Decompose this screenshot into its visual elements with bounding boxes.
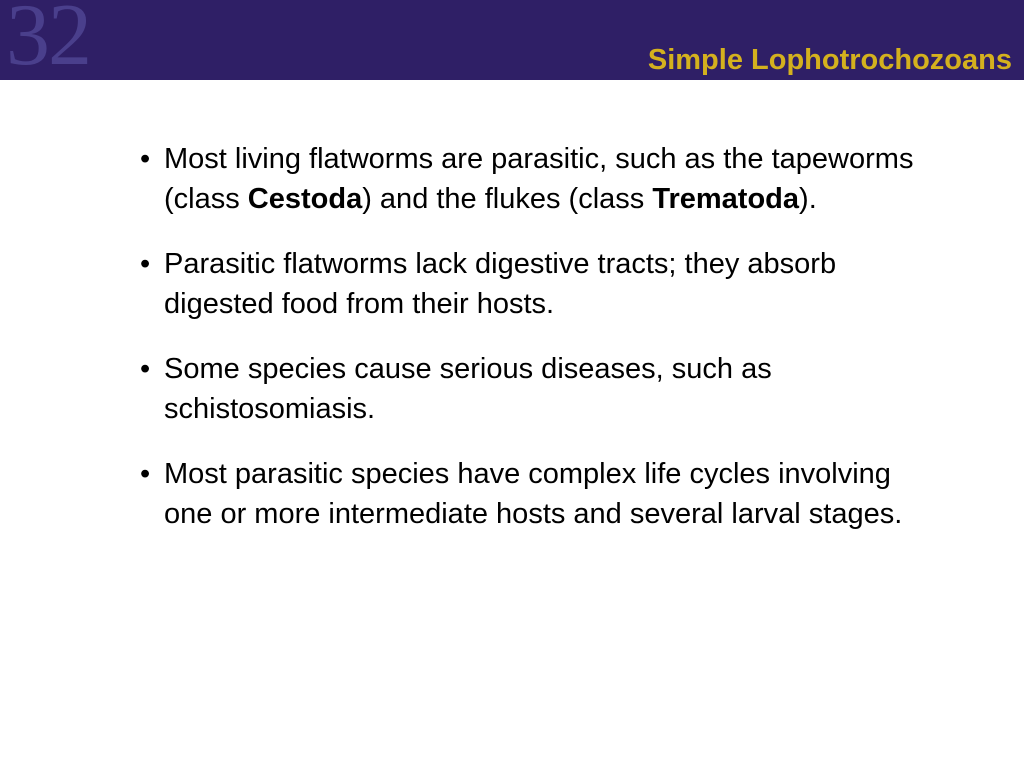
slide-title: Simple Lophotrochozoans: [647, 44, 1012, 76]
bullet-text-1a: Most living flatworms are parasitic, such as the tapeworms (class: [164, 143, 914, 215]
bullet-icon: •: [140, 458, 151, 490]
term-cestoda: Cestoda: [247, 183, 363, 215]
bullet-icon: •: [140, 353, 151, 385]
bullet-text-1c: ).: [799, 183, 817, 215]
bullet-text-2: Parasitic flatworms lack digestive tracts; they absorb digested food from their hosts.: [164, 248, 837, 320]
header-bar: [0, 0, 1024, 84]
term-trematoda: Trematoda: [652, 183, 800, 215]
bullet-item-4: [140, 454, 920, 534]
bullet-item-3: [140, 349, 920, 429]
bullet-item-2: [140, 244, 920, 324]
bullet-item-1: [140, 139, 920, 219]
bullet-icon: •: [140, 143, 151, 175]
bullet-icon: •: [140, 248, 151, 280]
bullet-list: [140, 139, 920, 559]
bullet-text-1b: ) and the flukes (class: [362, 183, 653, 215]
bullet-text-3: Some species cause serious diseases, such as schistosomiasis.: [164, 353, 772, 425]
bullet-text-4: Most parasitic species have complex life cycles involving one or more intermediate hosts and several larval stages.: [164, 458, 903, 530]
chapter-number: 32: [6, 0, 90, 84]
